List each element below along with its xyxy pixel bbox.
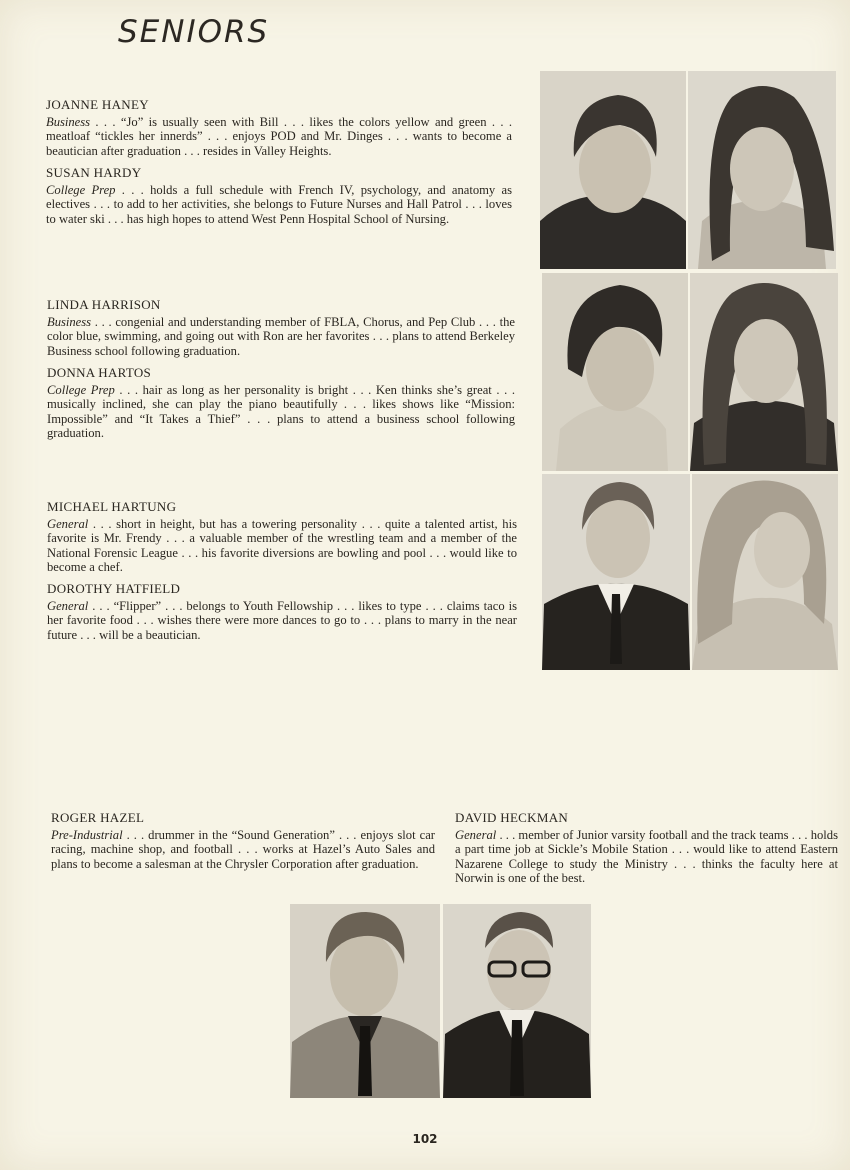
senior-course: College Prep bbox=[47, 382, 115, 397]
senior-name: LINDA HARRISON bbox=[47, 297, 161, 312]
portrait-photo-donna-hartos bbox=[690, 273, 838, 471]
senior-bio bbox=[46, 183, 512, 227]
senior-course: College Prep bbox=[46, 182, 116, 197]
senior-entry-donna-hartos bbox=[47, 366, 515, 441]
senior-course: Business bbox=[47, 314, 92, 329]
senior-bio bbox=[47, 599, 517, 643]
portrait-photo-david-heckman bbox=[443, 904, 591, 1098]
senior-description: . . . short in height, but has a towering personality . . . quite a talented artist, his favorite is Mr. Frendy . . . a valuable member of the wrestling team and a member of the National Forensic League . . . his favorite diversions are bowling and pool . . . would like to become a chef. bbox=[47, 516, 517, 575]
senior-bio bbox=[47, 315, 515, 359]
page-number: 102 bbox=[412, 1132, 438, 1146]
portrait-photo-michael-hartung bbox=[542, 474, 690, 670]
section-title: SENIORS bbox=[118, 14, 270, 50]
senior-name: DOROTHY HATFIELD bbox=[47, 581, 181, 596]
senior-name: DAVID HECKMAN bbox=[455, 810, 569, 825]
senior-description: . . . drummer in the “Sound Generation” . . . enjoys slot car racing, machine shop, and football . . . works at Hazel’s Auto Sales and plans to become a salesman at the Chrysler Corporation after graduation. bbox=[51, 827, 435, 871]
senior-course: General bbox=[455, 827, 497, 842]
senior-description: . . . member of Junior varsity football and the track teams . . . holds a part time job at Sickle’s Mobile Station . . . would like to attend Eastern Nazarene College to study the Ministry . . . thinks the faculty here at Norwin is one of the best. bbox=[455, 827, 838, 886]
senior-course: Pre-Industrial bbox=[51, 827, 123, 842]
senior-entry-michael-hartung bbox=[47, 500, 517, 575]
senior-name: DONNA HARTOS bbox=[47, 365, 152, 380]
portrait-photo-joanne-haney bbox=[540, 71, 686, 269]
senior-description: . . . “Jo” is usually seen with Bill . . . likes the colors yellow and green . . . meatloaf “tickles her innerds” . . . enjoys POD and Mr. Dinges . . . wants to become a beautician after graduation . . . resides in Valley Heights. bbox=[46, 114, 512, 158]
senior-description: . . . holds a full schedule with French IV, psychology, and anatomy as electives . . . to add to her activities, she belongs to Future Nurses and Hall Patrol . . . loves to water ski . . . has high hopes to attend West Penn Hospital School of Nursing. bbox=[46, 182, 513, 226]
portrait-photo-dorothy-hatfield bbox=[692, 474, 838, 670]
senior-course: General bbox=[47, 598, 89, 613]
senior-course: General bbox=[47, 516, 89, 531]
portrait-photo-susan-hardy bbox=[688, 71, 836, 269]
portrait-photo-linda-harrison bbox=[542, 273, 688, 471]
senior-bio bbox=[47, 383, 515, 441]
senior-name: JOANNE HANEY bbox=[46, 97, 149, 112]
senior-name: ROGER HAZEL bbox=[51, 810, 145, 825]
senior-entry-roger-hazel bbox=[51, 811, 435, 871]
senior-name: MICHAEL HARTUNG bbox=[47, 499, 177, 514]
senior-entry-susan-hardy bbox=[46, 166, 512, 226]
senior-description: . . . congenial and understanding member of FBLA, Chorus, and Pep Club . . . the color blue, swimming, and going out with Ron are her favorites . . . plans to attend Berkeley Business school following graduation. bbox=[47, 314, 515, 358]
senior-description: . . . “Flipper” . . . belongs to Youth Fellowship . . . likes to type . . . claims taco is her favorite food . . . wishes there were more dances to go to . . . plans to marry in the near future . . . will be a beautician. bbox=[47, 598, 517, 642]
senior-name: SUSAN HARDY bbox=[46, 165, 142, 180]
senior-bio bbox=[51, 828, 435, 872]
senior-bio bbox=[455, 828, 838, 886]
senior-entry-dorothy-hatfield bbox=[47, 582, 517, 642]
senior-entry-linda-harrison bbox=[47, 298, 515, 358]
senior-course: Business bbox=[46, 114, 91, 129]
senior-entry-joanne-haney bbox=[46, 98, 512, 158]
senior-bio bbox=[47, 517, 517, 575]
senior-entry-david-heckman bbox=[455, 811, 838, 886]
senior-bio bbox=[46, 115, 512, 159]
senior-description: . . . hair as long as her personality is bright . . . Ken thinks she’s great . . . musically inclined, she can play the piano beautifully . . . likes shows like “Mission: Impossible” and “It Takes a Thief” . . . plans to attend a business school following graduation. bbox=[47, 382, 515, 441]
portrait-photo-roger-hazel bbox=[290, 904, 440, 1098]
